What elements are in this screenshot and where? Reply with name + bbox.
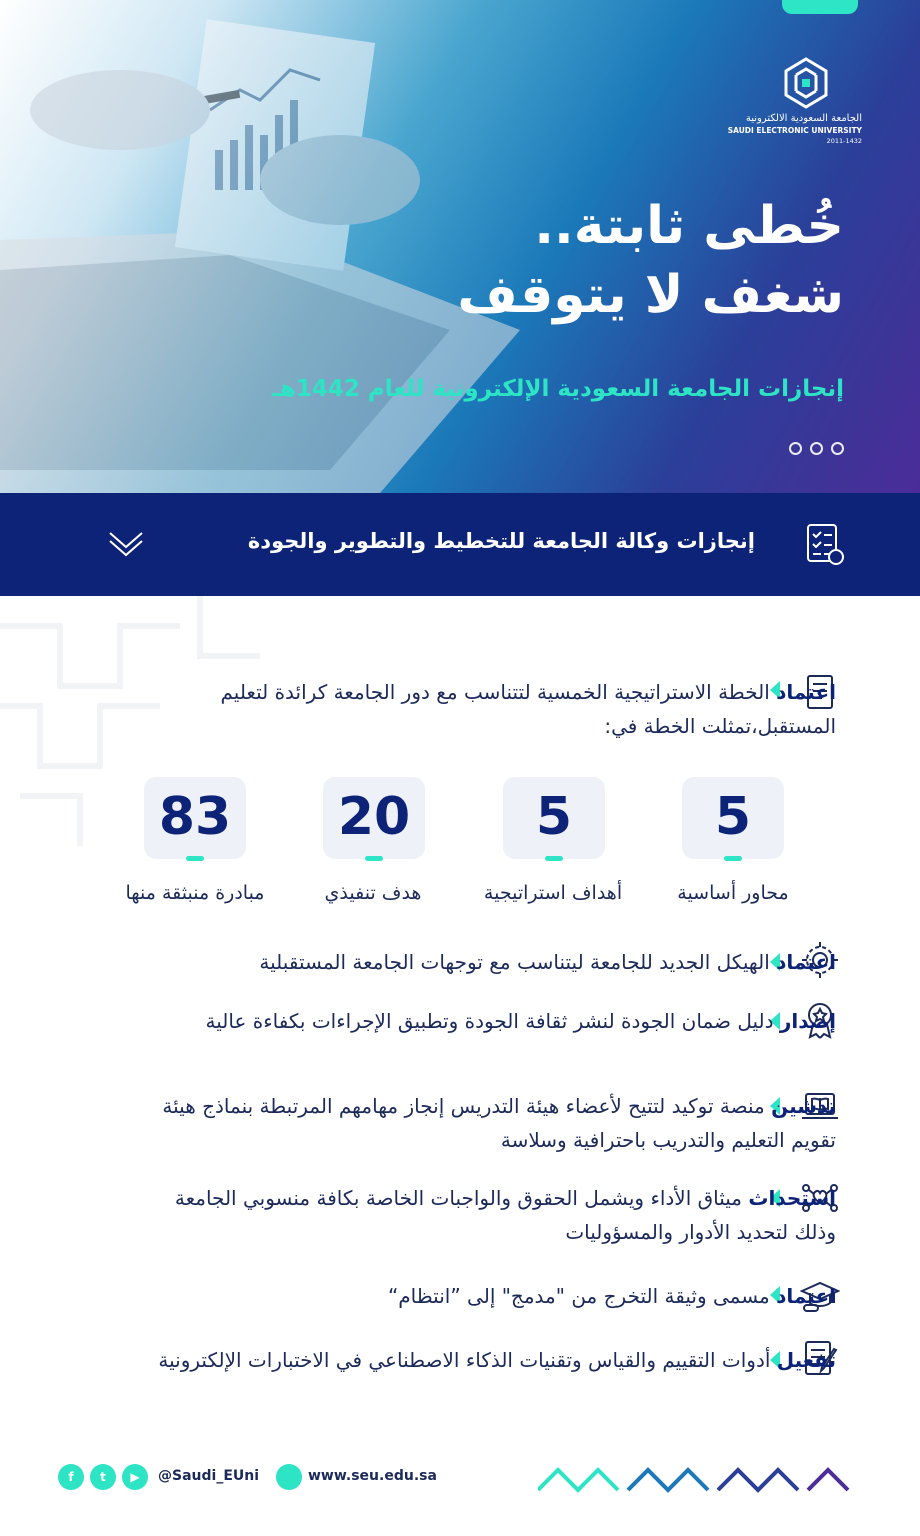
business-chart-photo bbox=[0, 0, 560, 493]
stat-accent-bar bbox=[545, 856, 563, 861]
facebook-icon[interactable]: f bbox=[58, 1464, 84, 1490]
logo-name-en: SAUDI ELECTRONIC UNIVERSITY bbox=[727, 126, 862, 135]
footer-pattern bbox=[538, 1462, 860, 1498]
hero-title-line2: شغف لا يتوقف bbox=[457, 265, 844, 325]
item-text: أدوات التقييم والقياس وتقنيات الذكاء الاصطناعي في الاختبارات الإلكترونية bbox=[158, 1348, 777, 1372]
item-text: دليل ضمان الجودة لنشر ثقافة الجودة وتطبيق الإجراءات بكفاءة عالية bbox=[205, 1009, 780, 1033]
twitter-icon[interactable]: t bbox=[90, 1464, 116, 1490]
stat-card bbox=[503, 777, 605, 859]
stat-label: محاور أساسية bbox=[677, 882, 789, 904]
section-header bbox=[0, 493, 920, 596]
stat-value: 5 bbox=[535, 787, 573, 847]
checklist-icon bbox=[800, 521, 846, 567]
globe-icon bbox=[276, 1464, 302, 1490]
achievement-item-7 bbox=[146, 1343, 836, 1377]
item-lead: استحداث bbox=[748, 1186, 836, 1210]
achievement-item-5 bbox=[146, 1181, 836, 1249]
item-text: مسمى وثيقة التخرج من "مدمج" إلى ”انتظام“ bbox=[387, 1284, 777, 1308]
stat-label: هدف تنفيذي bbox=[324, 882, 422, 904]
item-lead: اعتماد bbox=[776, 680, 836, 704]
logo-name-ar: الجامعة السعودية الالكترونية bbox=[745, 113, 862, 124]
item-lead: اعتماد bbox=[776, 950, 836, 974]
stat-value: 5 bbox=[714, 787, 752, 847]
hero-banner bbox=[0, 0, 920, 493]
item-text: الهيكل الجديد للجامعة ليتناسب مع توجهات الجامعة المستقبلية bbox=[259, 950, 777, 974]
decorative-dots bbox=[789, 442, 844, 455]
item-text: منصة توكيد لتتيح لأعضاء هيئة التدريس إنجاز مهامهم المرتبطة بنماذج هيئة تقويم التعليم والتدريب باحترافية وسلاسة bbox=[162, 1094, 836, 1152]
website-link[interactable]: www.seu.edu.sa bbox=[308, 1468, 437, 1484]
chevron-down-icon bbox=[106, 523, 146, 563]
item-lead: تدشين bbox=[771, 1094, 836, 1118]
stat-accent-bar bbox=[365, 856, 383, 861]
hero-subtitle: إنجازات الجامعة السعودية الإلكترونية للعام 1442هـ bbox=[272, 376, 844, 402]
seu-logo-icon bbox=[778, 55, 834, 111]
achievement-item-2 bbox=[146, 945, 836, 979]
youtube-icon[interactable]: ▶ bbox=[122, 1464, 148, 1490]
item-lead: تفعيل bbox=[776, 1348, 836, 1372]
item-lead: اعتماد bbox=[776, 1284, 836, 1308]
item-text: ميثاق الأداء ويشمل الحقوق والواجبات الخاصة بكافة منسوبي الجامعة وذلك لتحديد الأدوار والمسؤوليات bbox=[174, 1186, 836, 1244]
stat-label: مبادرة منبثقة منها bbox=[125, 882, 265, 904]
stat-accent-bar bbox=[186, 856, 204, 861]
logo-years: 2011-1432 bbox=[826, 137, 862, 145]
stat-card bbox=[323, 777, 425, 859]
section-title: إنجازات وكالة الجامعة للتخطيط والتطوير والجودة bbox=[247, 529, 755, 553]
top-accent-tab bbox=[782, 0, 858, 14]
item-lead: إصدار bbox=[779, 1009, 836, 1033]
achievement-item-1 bbox=[146, 675, 836, 743]
item-text: الخطة الاستراتيجية الخمسية لتتناسب مع دور الجامعة كرائدة لتعليم المستقبل،تمثلت الخطة في: bbox=[220, 680, 836, 738]
achievement-item-6 bbox=[146, 1279, 836, 1313]
achievement-item-4 bbox=[146, 1089, 836, 1157]
stat-value: 83 bbox=[158, 787, 232, 847]
hero-title-line1: خُطى ثابتة.. bbox=[534, 196, 844, 256]
stat-label: أهداف استراتيجية bbox=[483, 882, 623, 904]
stat-accent-bar bbox=[724, 856, 742, 861]
stat-card bbox=[682, 777, 784, 859]
stat-card bbox=[144, 777, 246, 859]
social-handle[interactable]: @Saudi_EUni bbox=[158, 1468, 260, 1484]
stat-value: 20 bbox=[337, 787, 411, 847]
social-links bbox=[58, 1464, 148, 1490]
achievement-item-3 bbox=[146, 1004, 836, 1038]
